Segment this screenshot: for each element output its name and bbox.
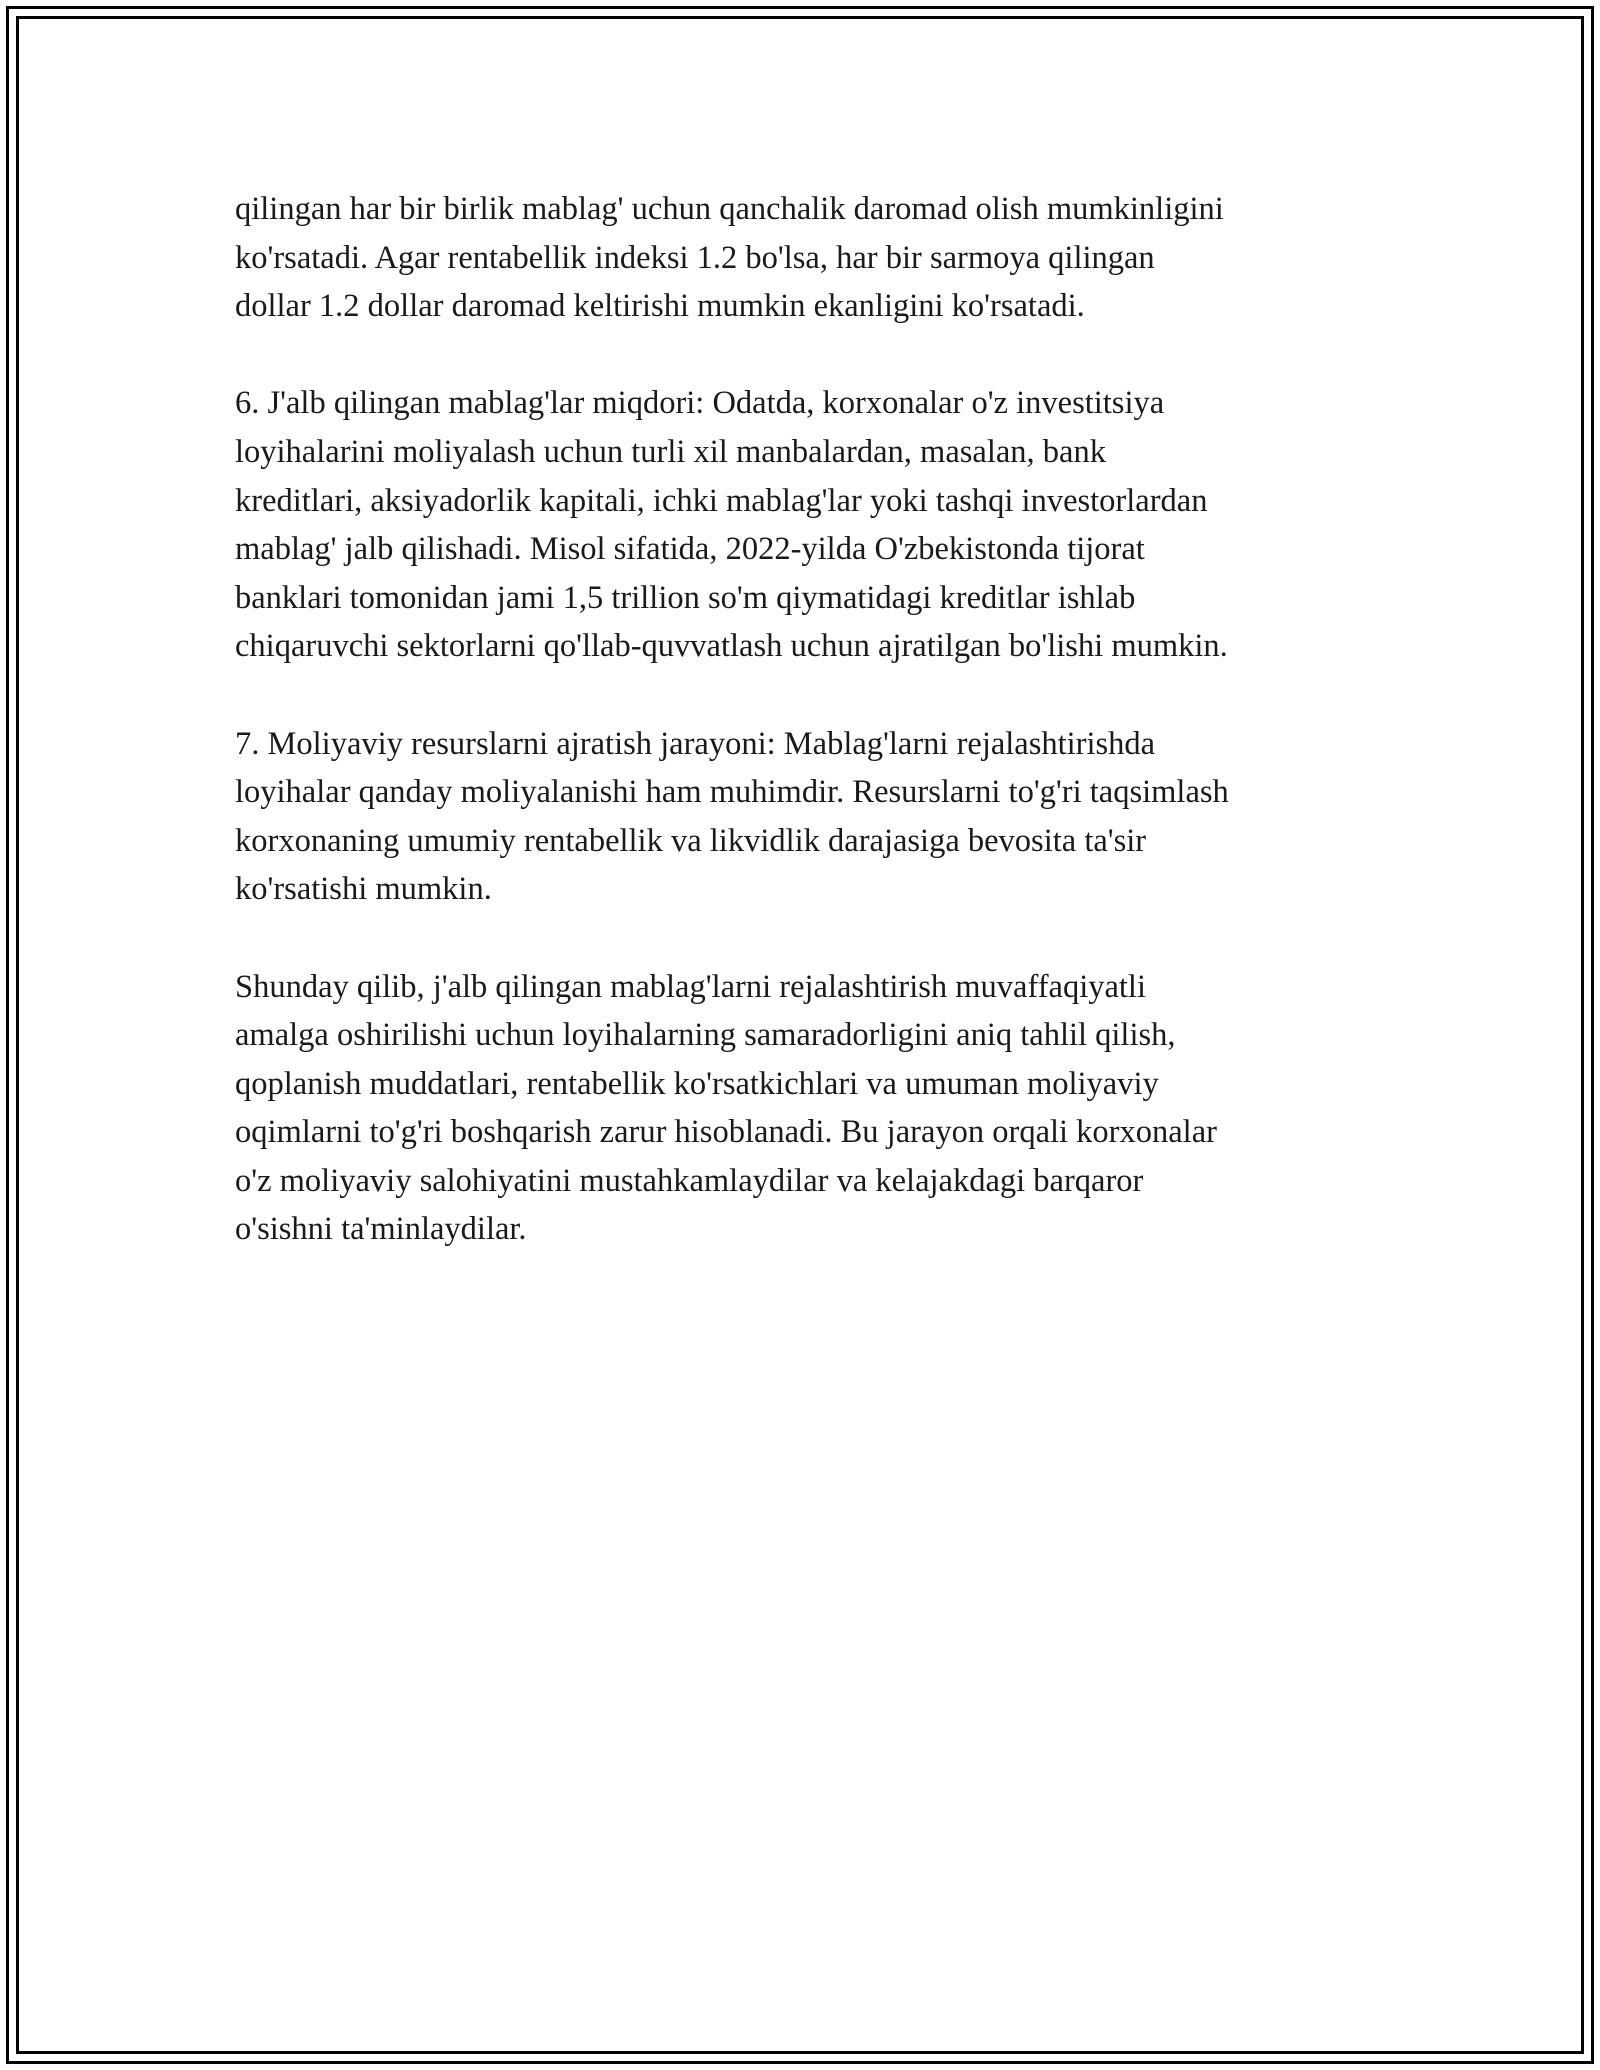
paragraph-conclusion: Shunday qilib, j'alb qilingan mablag'larni rejalashtirish muvaffaqiyatli amalga oshirilishi uchun loyihalarning samaradorligini aniq tahlil qilish, qoplanish muddatlari, rentabellik ko'rsatkichlari va umuman moliyaviy oqimlarni to'g'ri boshqarish zarur hisoblanadi. Bu jarayon orqali korxonalar o'z moliyaviy salohiyatini mustahkamlaydilar va kelajakdagi barqaror o'sishni ta'minlaydilar. (235, 968, 1217, 1248)
document-body (235, 185, 1385, 1303)
paragraph-profitability-index-continued: qilingan har bir birlik mablag' uchun qanchalik daromad olish mumkinligini ko'rsatadi. Agar rentabellik indeksi 1.2 bo'lsa, har bir sarmoya qilingan dollar 1.2 dollar daromad keltirishi mumkin ekanligini ko'rsatadi. (235, 191, 1224, 325)
paragraph-resource-allocation-process: 7. Moliyaviy resurslarni ajratish jarayoni: Mablag'larni rejalashtirishda loyihalar qanday moliyalanishi ham muhimdir. Resurslarni to'g'ri taqsimlash korxonaning umumiy rentabellik va likvidlik darajasiga bevosita ta'sir ko'rsatishi mumkin. (235, 725, 1229, 908)
paragraph-attracted-funds-amount: 6. J'alb qilingan mablag'lar miqdori: Odatda, korxonalar o'z investitsiya loyihalarini moliyalash uchun turli xil manbalardan, masalan, bank kreditlari, aksiyadorlik kapitali, ichki mablag'lar yoki tashqi investorlardan mablag' jalb qilishadi. Misol sifatida, 2022-yilda O'zbekistonda tijorat banklari tomonidan jami 1,5 trillion so'm qiymatidagi kreditlar ishlab chiqaruvchi sektorlarni qo'llab-quvvatlash uchun ajratilgan bo'lishi mumkin. (235, 385, 1228, 665)
